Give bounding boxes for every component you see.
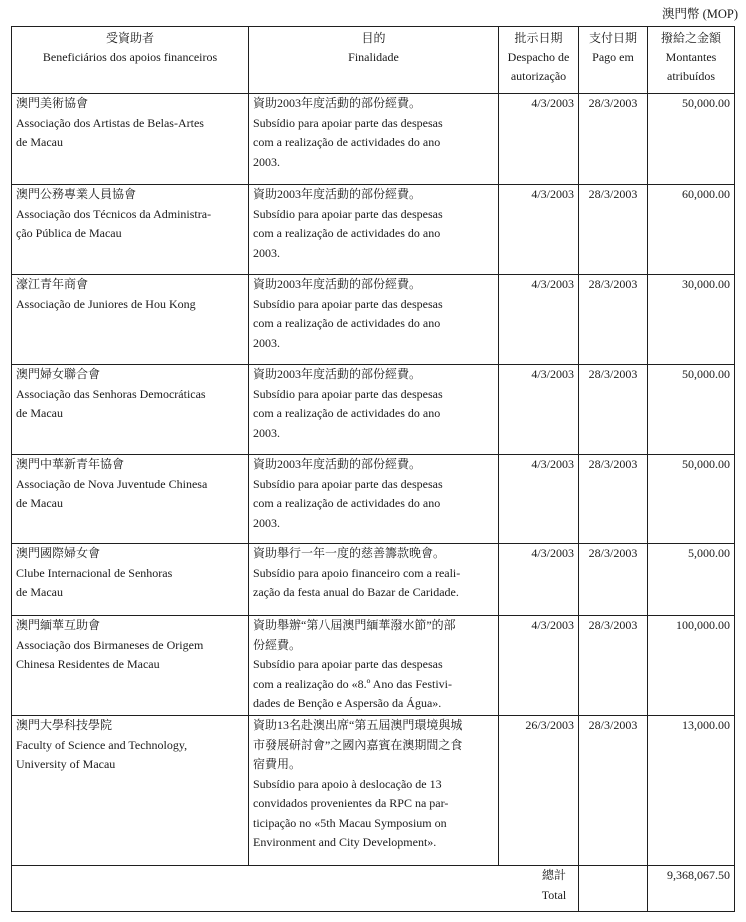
purpose-line: Subsídio para apoiar parte das despesas bbox=[253, 386, 443, 401]
beneficiary-line: Associação dos Birmaneses de Origem bbox=[16, 637, 204, 652]
purpose-line: com a realização de actividades do ano bbox=[253, 316, 441, 330]
beneficiary-line: University of Macau bbox=[16, 757, 116, 771]
beneficiary-line: Associação das Senhoras Democráticas bbox=[16, 386, 206, 401]
approval-date-cell: 4/3/2003 bbox=[499, 185, 579, 275]
table-row bbox=[12, 716, 735, 866]
beneficiary-line: 澳門美術協會 bbox=[16, 96, 89, 110]
table-row bbox=[12, 94, 735, 185]
purpose-line: 市發展研討會”之國內嘉賓在澳期間之食 bbox=[253, 737, 463, 752]
beneficiary-cell bbox=[12, 365, 249, 455]
currency-note: 澳門幣 (MOP) bbox=[661, 7, 738, 21]
payment-date-cell: 28/3/2003 bbox=[579, 185, 648, 275]
beneficiary-line: de Macau bbox=[16, 406, 63, 420]
purpose-line: Subsídio para apoiar parte das despesas bbox=[253, 657, 443, 671]
beneficiary-line: 澳門公務專業人員協會 bbox=[16, 187, 137, 201]
amount-cell: 13,000.00 bbox=[648, 716, 735, 866]
purpose-line: 份經費。 bbox=[253, 637, 302, 652]
table-row bbox=[12, 616, 735, 716]
beneficiary-line: Associação dos Técnicos da Administra- bbox=[16, 206, 212, 221]
purpose-line: 2003. bbox=[253, 335, 280, 350]
table-row bbox=[12, 275, 735, 365]
beneficiary-line: Associação dos Artistas de Belas-Artes bbox=[16, 115, 204, 130]
table-row bbox=[12, 544, 735, 616]
beneficiary-line: 澳門中華新青年協會 bbox=[16, 457, 125, 471]
beneficiary-cell bbox=[12, 455, 249, 544]
total-row bbox=[12, 866, 735, 912]
header-payment-date: 支付日期 Pago em bbox=[579, 27, 648, 94]
header-row bbox=[12, 27, 735, 94]
purpose-line: Subsídio para apoio à deslocação de 13 bbox=[253, 776, 442, 791]
beneficiary-line: 澳門國際婦女會 bbox=[16, 546, 101, 560]
amount-cell: 50,000.00 bbox=[648, 455, 735, 544]
beneficiary-line: 澳門婦女聯合會 bbox=[16, 367, 101, 381]
amount-cell: 5,000.00 bbox=[648, 544, 735, 616]
beneficiary-cell bbox=[12, 94, 249, 185]
purpose-line: com a realização do «8.º Ano das Festivi- bbox=[253, 676, 452, 691]
purpose-line: 資助2003年度活動的部份經費。 bbox=[253, 367, 422, 381]
purpose-line: com a realização de actividades do ano bbox=[253, 135, 441, 149]
header-purpose: 目的 Finalidade bbox=[249, 27, 499, 94]
beneficiary-line: Clube Internacional de Senhoras bbox=[16, 565, 173, 580]
approval-date-cell: 26/3/2003 bbox=[499, 716, 579, 866]
purpose-line: Subsídio para apoio financeiro com a reali- bbox=[253, 565, 461, 580]
amount-cell: 50,000.00 bbox=[648, 365, 735, 455]
purpose-cell bbox=[249, 365, 499, 455]
table-row bbox=[12, 365, 735, 455]
beneficiary-line: de Macau bbox=[16, 496, 63, 510]
header-approval-date: 批示日期 Despacho de autorização bbox=[499, 27, 579, 94]
beneficiary-line: Associação de Juniores de Hou Kong bbox=[16, 296, 196, 311]
header-beneficiary: 受資助者 Beneficiários dos apoios financeiros bbox=[12, 27, 249, 94]
purpose-line: Subsídio para apoiar parte das despesas bbox=[253, 296, 443, 311]
beneficiary-line: ção Pública de Macau bbox=[16, 226, 122, 240]
purpose-cell bbox=[249, 616, 499, 716]
purpose-line: 資助2003年度活動的部份經費。 bbox=[253, 96, 422, 110]
table-row bbox=[12, 185, 735, 275]
beneficiary-line: de Macau bbox=[16, 135, 63, 149]
grants-table bbox=[11, 26, 735, 912]
purpose-line: com a realização de actividades do ano bbox=[253, 496, 441, 510]
table-row bbox=[12, 455, 735, 544]
purpose-line: 資助舉行一年一度的慈善籌款晚會。 bbox=[253, 546, 446, 560]
amount-cell: 30,000.00 bbox=[648, 275, 735, 365]
beneficiary-line: Chinesa Residentes de Macau bbox=[16, 657, 160, 671]
purpose-line: com a realização de actividades do ano bbox=[253, 406, 441, 420]
payment-date-cell: 28/3/2003 bbox=[579, 544, 648, 616]
purpose-line: 2003. bbox=[253, 245, 280, 260]
amount-cell: 60,000.00 bbox=[648, 185, 735, 275]
approval-date-cell: 4/3/2003 bbox=[499, 94, 579, 185]
purpose-cell bbox=[249, 716, 499, 866]
purpose-cell bbox=[249, 275, 499, 365]
purpose-line: Environment and City Development». bbox=[253, 835, 437, 849]
purpose-line: ticipação no «5th Macau Symposium on bbox=[253, 815, 447, 830]
beneficiary-cell bbox=[12, 544, 249, 616]
payment-date-cell: 28/3/2003 bbox=[579, 275, 648, 365]
purpose-cell bbox=[249, 455, 499, 544]
purpose-cell bbox=[249, 94, 499, 185]
beneficiary-line: de Macau bbox=[16, 585, 63, 599]
purpose-line: Subsídio para apoiar parte das despesas bbox=[253, 476, 443, 491]
approval-date-cell: 4/3/2003 bbox=[499, 616, 579, 716]
amount-cell: 50,000.00 bbox=[648, 94, 735, 185]
approval-date-cell: 4/3/2003 bbox=[499, 544, 579, 616]
approval-date-cell: 4/3/2003 bbox=[499, 365, 579, 455]
beneficiary-cell bbox=[12, 616, 249, 716]
total-empty bbox=[579, 866, 648, 912]
purpose-line: 資助13名赴澳出席“第五屆澳門環境與城 bbox=[253, 718, 463, 732]
purpose-line: 資助舉辦“第八屆澳門緬華潑水節”的部 bbox=[253, 618, 456, 632]
purpose-line: dades de Benção e Aspersão da Água». bbox=[253, 696, 442, 710]
purpose-line: 宿費用。 bbox=[253, 757, 302, 771]
purpose-cell bbox=[249, 544, 499, 616]
beneficiary-line: 澳門大學科技學院 bbox=[16, 718, 113, 732]
amount-cell: 100,000.00 bbox=[648, 616, 735, 716]
beneficiary-line: 澳門緬華互助會 bbox=[16, 618, 101, 632]
payment-date-cell: 28/3/2003 bbox=[579, 94, 648, 185]
payment-date-cell: 28/3/2003 bbox=[579, 455, 648, 544]
header-amount: 撥給之金額 Montantes atribuídos bbox=[648, 27, 735, 94]
purpose-line: com a realização de actividades do ano bbox=[253, 226, 441, 240]
beneficiary-line: Faculty of Science and Technology, bbox=[16, 737, 188, 752]
purpose-line: zação da festa anual do Bazar de Caridade. bbox=[253, 585, 459, 599]
beneficiary-cell bbox=[12, 716, 249, 866]
approval-date-cell: 4/3/2003 bbox=[499, 275, 579, 365]
purpose-line: convidados provenientes da RPC na par- bbox=[253, 796, 449, 810]
payment-date-cell: 28/3/2003 bbox=[579, 616, 648, 716]
approval-date-cell: 4/3/2003 bbox=[499, 455, 579, 544]
purpose-line: 資助2003年度活動的部份經費。 bbox=[253, 457, 422, 471]
payment-date-cell: 28/3/2003 bbox=[579, 365, 648, 455]
purpose-line: 2003. bbox=[253, 154, 280, 169]
beneficiary-cell bbox=[12, 185, 249, 275]
beneficiary-line: 濠江青年商會 bbox=[16, 277, 89, 291]
purpose-line: 2003. bbox=[253, 515, 280, 530]
payment-date-cell: 28/3/2003 bbox=[579, 716, 648, 866]
purpose-line: Subsídio para apoiar parte das despesas bbox=[253, 206, 443, 221]
purpose-line: Subsídio para apoiar parte das despesas bbox=[253, 115, 443, 130]
purpose-line: 資助2003年度活動的部份經費。 bbox=[253, 277, 422, 291]
total-label: 總計 Total bbox=[12, 866, 579, 912]
purpose-cell bbox=[249, 185, 499, 275]
beneficiary-line: Associação de Nova Juventude Chinesa bbox=[16, 476, 208, 491]
total-amount: 9,368,067.50 bbox=[648, 866, 735, 912]
purpose-line: 2003. bbox=[253, 425, 280, 440]
purpose-line: 資助2003年度活動的部份經費。 bbox=[253, 187, 422, 201]
beneficiary-cell bbox=[12, 275, 249, 365]
